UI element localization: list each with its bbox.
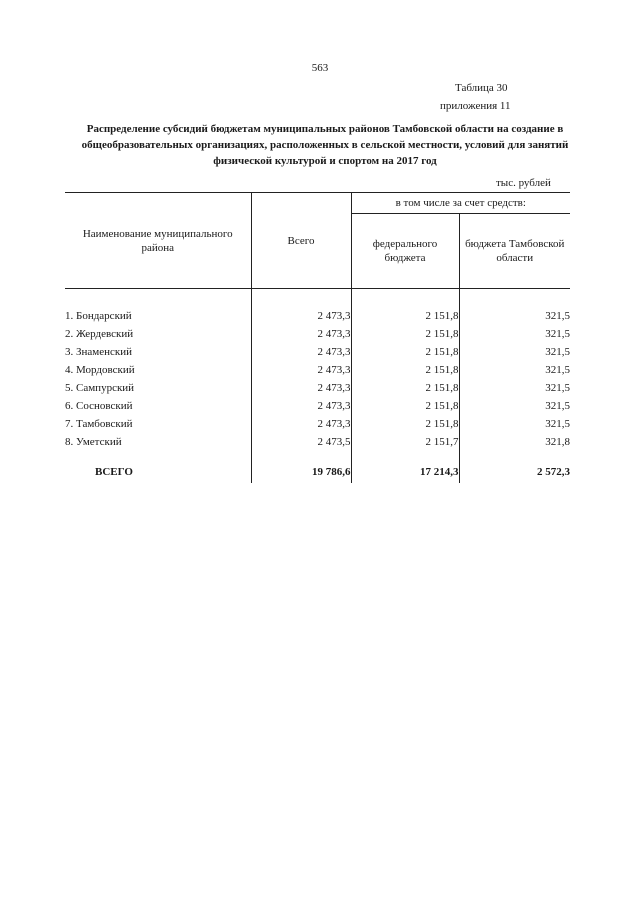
cell-total: 2 473,3 <box>251 397 351 415</box>
cell-municipality-name: 5. Сампурский <box>65 382 135 394</box>
cell-total: 2 473,3 <box>251 361 351 379</box>
cell-regional: 321,5 <box>459 415 570 433</box>
table-row <box>65 397 570 415</box>
cell-federal: 2 151,8 <box>351 343 459 361</box>
cell-federal: 2 151,8 <box>351 397 459 415</box>
header-total: Всего <box>251 193 351 289</box>
document-title: Распределение субсидий бюджетам муниципальных районов Тамбовской области на создание в общеобразовательных организациях, расположенных в сельской местности, условий для занятий физической культурой и спортом на 2017 год <box>81 123 569 167</box>
units-label: тыс. рублей <box>496 177 551 189</box>
cell-total: 2 473,3 <box>251 415 351 433</box>
table-number-label: Таблица 30 <box>455 82 508 94</box>
table-row <box>65 415 570 433</box>
cell-total: 2 473,3 <box>251 325 351 343</box>
cell-municipality-name: 1. Бондарский <box>65 310 132 322</box>
header-regional-budget: бюджета Тамбовской области <box>459 214 570 289</box>
cell-municipality-name: 7. Тамбовский <box>65 418 133 430</box>
cell-total: 2 473,3 <box>251 343 351 361</box>
table-row <box>65 343 570 361</box>
cell-federal: 2 151,8 <box>351 307 459 325</box>
cell-total: 2 473,3 <box>251 307 351 325</box>
table-row <box>65 325 570 343</box>
header-municipality-name: Наименование муниципального района <box>65 193 251 289</box>
cell-regional: 321,5 <box>459 379 570 397</box>
total-regional: 2 572,3 <box>459 451 570 483</box>
cell-municipality-name: 3. Знаменский <box>65 346 133 358</box>
total-label: ВСЕГО <box>95 466 133 478</box>
cell-municipality-name: 4. Мордовский <box>65 364 135 376</box>
header-federal-budget: федерального бюджета <box>351 214 459 289</box>
cell-federal: 2 151,8 <box>351 325 459 343</box>
table-body <box>65 289 570 484</box>
cell-regional: 321,5 <box>459 343 570 361</box>
cell-regional: 321,8 <box>459 433 570 451</box>
cell-federal: 2 151,7 <box>351 433 459 451</box>
page-number: 563 <box>311 62 329 74</box>
total-all: 19 786,6 <box>251 451 351 483</box>
total-row <box>65 451 570 483</box>
table-row <box>65 379 570 397</box>
table-row <box>65 361 570 379</box>
total-federal: 17 214,3 <box>351 451 459 483</box>
cell-municipality-name: 2. Жердевский <box>65 328 134 340</box>
cell-municipality-name: 8. Уметский <box>65 436 122 448</box>
cell-federal: 2 151,8 <box>351 415 459 433</box>
cell-federal: 2 151,8 <box>351 361 459 379</box>
cell-municipality-name: 6. Сосновский <box>65 400 133 412</box>
header-funding-sources: в том числе за счет средств: <box>351 193 570 214</box>
cell-federal: 2 151,8 <box>351 379 459 397</box>
cell-total: 2 473,3 <box>251 379 351 397</box>
cell-regional: 321,5 <box>459 397 570 415</box>
cell-regional: 321,5 <box>459 307 570 325</box>
table-row <box>65 433 570 451</box>
table-row <box>65 307 570 325</box>
cell-total: 2 473,5 <box>251 433 351 451</box>
subsidy-table <box>65 192 570 483</box>
cell-regional: 321,5 <box>459 361 570 379</box>
cell-regional: 321,5 <box>459 325 570 343</box>
appendix-label: приложения 11 <box>440 100 511 112</box>
